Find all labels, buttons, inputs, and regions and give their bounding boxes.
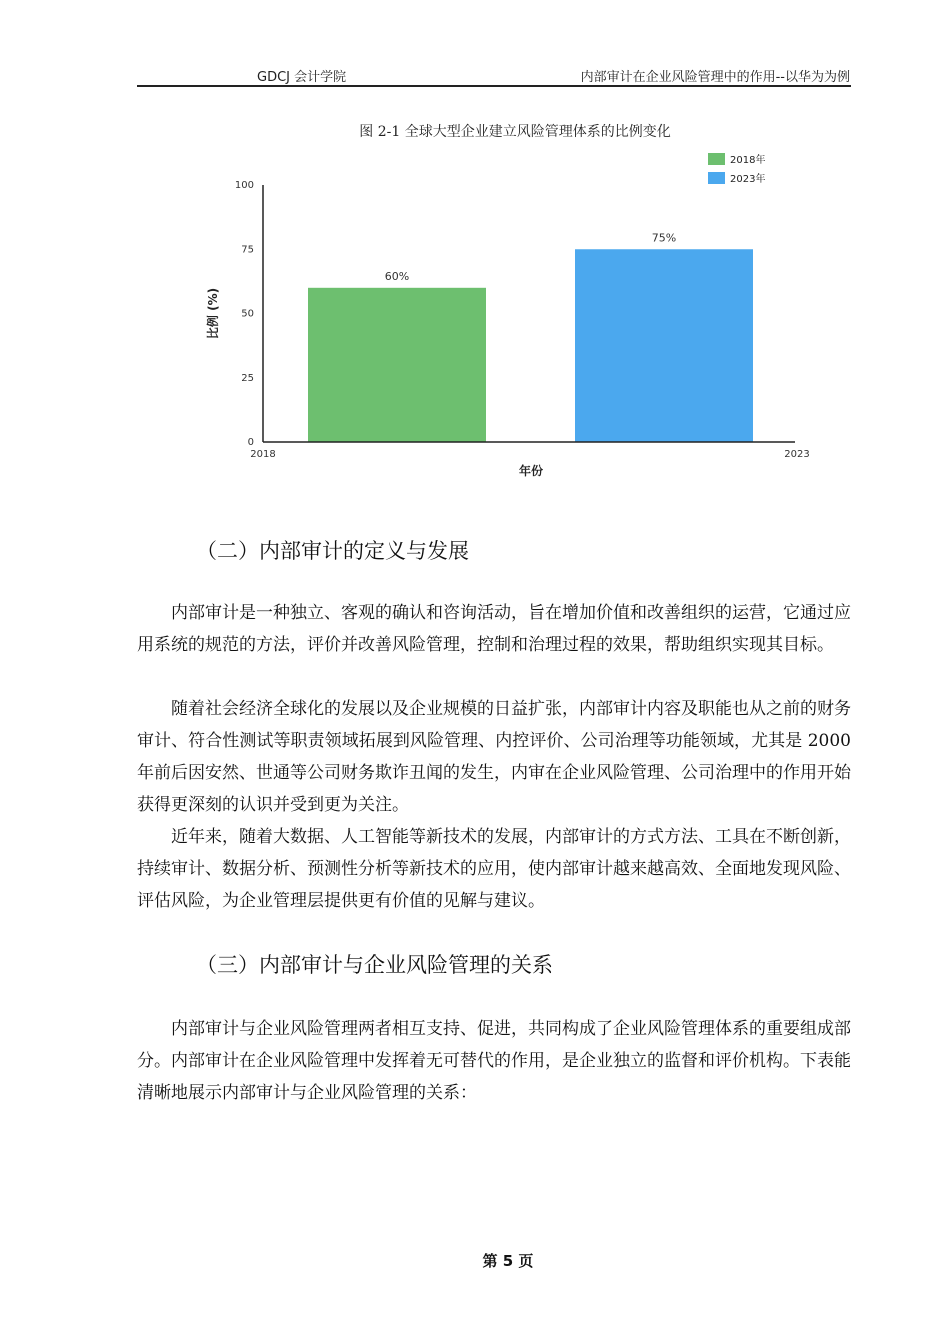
- page-header-right: 内部审计在企业风险管理中的作用--以华为为例: [580, 70, 850, 85]
- page-number: 第 5 页: [482, 1252, 534, 1270]
- y-tick-label-25: 25: [241, 372, 254, 384]
- legend-label-1: 2023年: [730, 174, 766, 185]
- y-tick-label-75: 75: [241, 244, 254, 256]
- bar-2023: [575, 249, 753, 442]
- x-axis-label: 年份: [518, 464, 544, 478]
- paragraph-development: 随着社会经济全球化的发展以及企业规模的日益扩张，内部审计内容及职能也从之前的财务审计、符合性测试等职责领域拓展到风险管理、内控评价、公司治理等功能领域，尤其是 2000 年前后因安然、世通等公司财务欺诈丑闻的发生，内审在企业风险管理、公司治理中的作用开始获得更深刻的认识并受到更为关注。: [137, 699, 851, 815]
- legend-swatch-0: [708, 153, 725, 165]
- y-tick-label-0: 0: [247, 437, 254, 448]
- section-heading-3: （三）内部审计与企业风险管理的关系: [196, 953, 553, 977]
- y-axis-label: 比例 (%): [206, 287, 220, 340]
- figure-caption: 图 2-1 全球大型企业建立风险管理体系的比例变化: [359, 124, 671, 140]
- paragraph-new-tech: 近年来，随着大数据、人工智能等新技术的发展，内部审计的方式方法、工具在不断创新，持续审计、数据分析、预测性分析等新技术的应用，使内部审计越来越高效、全面地发现风险、评估风险，为企业管理层提供更有价值的见解与建议。: [137, 827, 851, 911]
- bar-chart: [195, 145, 825, 485]
- y-tick-label-100: 100: [234, 180, 254, 191]
- x-tick-label-2018: 2018: [250, 449, 276, 460]
- header-rule: [137, 85, 851, 87]
- legend-swatch-1: [708, 172, 725, 184]
- section-heading-2: （二）内部审计的定义与发展: [196, 539, 469, 563]
- x-tick-label-2023: 2023: [784, 449, 810, 460]
- bar-2018: [308, 288, 486, 442]
- page-header-left: GDCJ 会计学院: [257, 70, 347, 85]
- data-label-2023: 75%: [651, 231, 677, 245]
- legend-label-0: 2018年: [730, 155, 766, 166]
- y-tick-label-50: 50: [241, 308, 254, 320]
- paragraph-relationship: 内部审计与企业风险管理两者相互支持、促进，共同构成了企业风险管理体系的重要组成部分。内部审计在企业风险管理中发挥着无可替代的作用，是企业独立的监督和评价机构。下表能清晰地展示内部审计与企业风险管理的关系：: [137, 1019, 851, 1103]
- data-label-2018: 60%: [384, 269, 410, 283]
- paragraph-definition: 内部审计是一种独立、客观的确认和咨询活动，旨在增加价值和改善组织的运营，它通过应用系统的规范的方法，评价并改善风险管理，控制和治理过程的效果，帮助组织实现其目标。: [137, 603, 851, 655]
